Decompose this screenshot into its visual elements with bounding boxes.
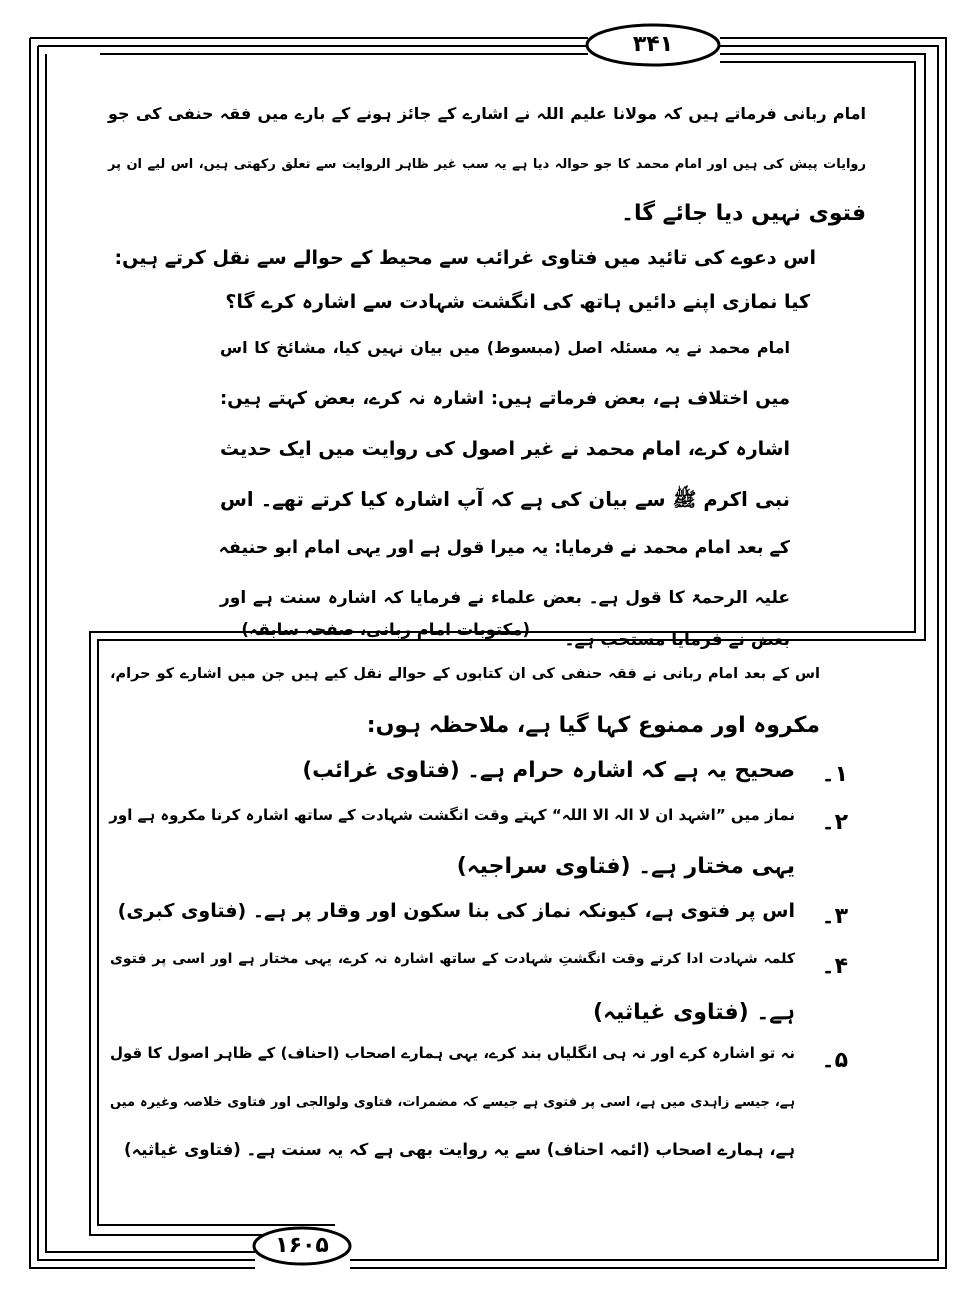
para3-line-2: مکروہ اور ممنوع کہا گیا ہے، ملاحظہ ہوں: [366,713,820,738]
item-5-line-3: ہے، ہمارے اصحاب (ائمہ احناف) سے یہ روایت بھی ہے کہ یہ سنت ہے۔ (فتاوی غیاثیہ) [124,1140,795,1159]
item-1-line-1: صحیح یہ ہے کہ اشارہ حرام ہے۔ (فتاوی غرائب) [302,758,795,783]
intro-line: اس دعوے کی تائید میں فتاوی غرائب سے محیط کے حوالے سے نقل کرتے ہیں: [114,247,816,269]
quote-line-1: کیا نمازی اپنے دائیں ہاتھ کی انگشت شہادت سے اشارہ کرے گا؟ [225,291,810,313]
quote-line-7: علیہ الرحمۃ کا قول ہے۔ بعض علماء نے فرمایا کہ اشارہ سنت ہے اور [220,588,790,608]
quote-line-6: کے بعد امام محمد نے فرمایا: یہ میرا قول ہے اور یہی امام ابو حنیفہ [218,538,790,558]
quote-line-8: بعض نے فرمایا مستحب ہے۔ [564,630,790,650]
item-5-line-1: نہ تو اشارہ کرے اور نہ ہی انگلیاں بند کرے، یہی ہمارے اصحاب (احناف) کے ظاہر اصول کا قول [110,1044,795,1062]
bottom-page-number: ۱۶۰۵ [275,1233,329,1258]
item-4-line-1: کلمہ شہادت ادا کرتے وقت انگشتِ شہادت کے ساتھ اشارہ نہ کرے، یہی مختار ہے اور اسی پر فتوی [110,951,795,967]
item-2-number: ۲۔ [821,810,848,835]
quote-line-4: اشارہ کرے، امام محمد نے غیر اصول کی روایت میں ایک حدیث [220,438,790,460]
item-4-number: ۴۔ [821,954,848,979]
para1-line-3: فتوی نہیں دیا جائے گا۔ [621,201,866,226]
top-page-number: ۳۴۱ [632,32,674,57]
quote-line-2: امام محمد نے یہ مسئلہ اصل (مبسوط) میں بیان نہیں کیا، مشائخ کا اس [220,338,790,357]
item-5-line-2: ہے، جیسے زاہدی میں ہے، اسی پر فتوی ہے جیسے کہ مضمرات، فتاوی ولوالجی اور فتاوی خلاصہ وغیرہ میں [110,1095,795,1110]
item-4-line-2: ہے۔ (فتاوی غیاثیہ) [593,1000,795,1025]
quote-reference: (مکتوبات امام ربانی، صفحہ سابقہ) [241,620,530,639]
para1-line-1: امام ربانی فرماتے ہیں کہ مولانا علیم اللہ نے اشارے کے جائز ہونے کے بارے میں فقہ حنفی کی جو [108,104,866,123]
para1-line-2: روایات پیش کی ہیں اور امام محمد کا جو حوالہ دیا ہے یہ سب غیر ظاہر الروایت سے تعلق رکھتی ہیں، اس لیے ان پر [108,157,866,172]
item-3-line-1: اس پر فتوی ہے، کیونکہ نماز کی بنا سکون اور وقار پر ہے۔ (فتاوی کبری) [117,900,795,922]
item-2-line-2: یہی مختار ہے۔ (فتاوی سراجیہ) [456,854,795,879]
quote-line-3: میں اختلاف ہے، بعض فرماتے ہیں: اشارہ نہ کرے، بعض کہتے ہیں: [220,388,790,409]
item-2-line-1: نماز میں ”اشہد ان لا الہ الا اللہ“ کہتے وقت انگشت شہادت کے ساتھ اشارہ کرنا مکروہ ہے اور [109,806,795,824]
item-3-number: ۳۔ [821,904,848,929]
item-5-number: ۵۔ [821,1048,848,1073]
para3-line-1: اس کے بعد امام ربانی نے فقہ حنفی کی ان کتابوں کے حوالے نقل کیے ہیں جن میں اشارے کو حرام، [110,666,820,682]
item-1-number: ۱۔ [821,762,848,787]
quote-line-5: نبی اکرم ﷺ سے بیان کی ہے کہ آپ اشارہ کیا کرتے تھے۔ اس [220,488,790,511]
